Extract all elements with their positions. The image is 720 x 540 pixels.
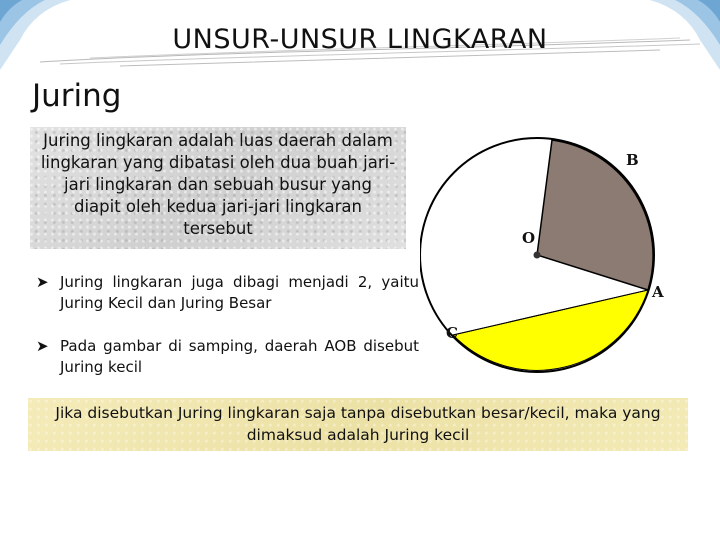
circle-sector-figure bbox=[420, 110, 710, 400]
section-heading: Juring bbox=[32, 78, 122, 114]
definition-text: Juring lingkaran adalah luas daerah dalam lingkaran yang dibatasi oleh dua buah jari-jari lingkaran dan sebuah busur yang diapit oleh kedua jari-jari lingkaran tersebut bbox=[40, 131, 396, 238]
label-c: C bbox=[446, 324, 458, 342]
slide-title: UNSUR-UNSUR LINGKARAN bbox=[172, 24, 548, 55]
definition-box bbox=[30, 127, 406, 249]
arrow-bullet-icon: ➤ bbox=[36, 273, 49, 291]
label-a: A bbox=[652, 283, 664, 301]
bullet-text: Juring lingkaran juga dibagi menjadi 2, yaitu Juring Kecil dan Juring Besar bbox=[60, 273, 419, 312]
arrow-bullet-icon: ➤ bbox=[36, 337, 49, 355]
bullet-item bbox=[36, 272, 419, 314]
note-box bbox=[28, 398, 688, 451]
label-o: O bbox=[522, 229, 536, 247]
note-text: Jika disebutkan Juring lingkaran saja tanpa disebutkan besar/kecil, maka yang dimaksud adalah Juring kecil bbox=[55, 404, 661, 444]
bullet-item bbox=[36, 336, 419, 378]
label-b: B bbox=[626, 151, 639, 169]
bullet-text: Pada gambar di samping, daerah AOB disebut Juring kecil bbox=[60, 337, 419, 376]
center-point bbox=[534, 252, 541, 259]
